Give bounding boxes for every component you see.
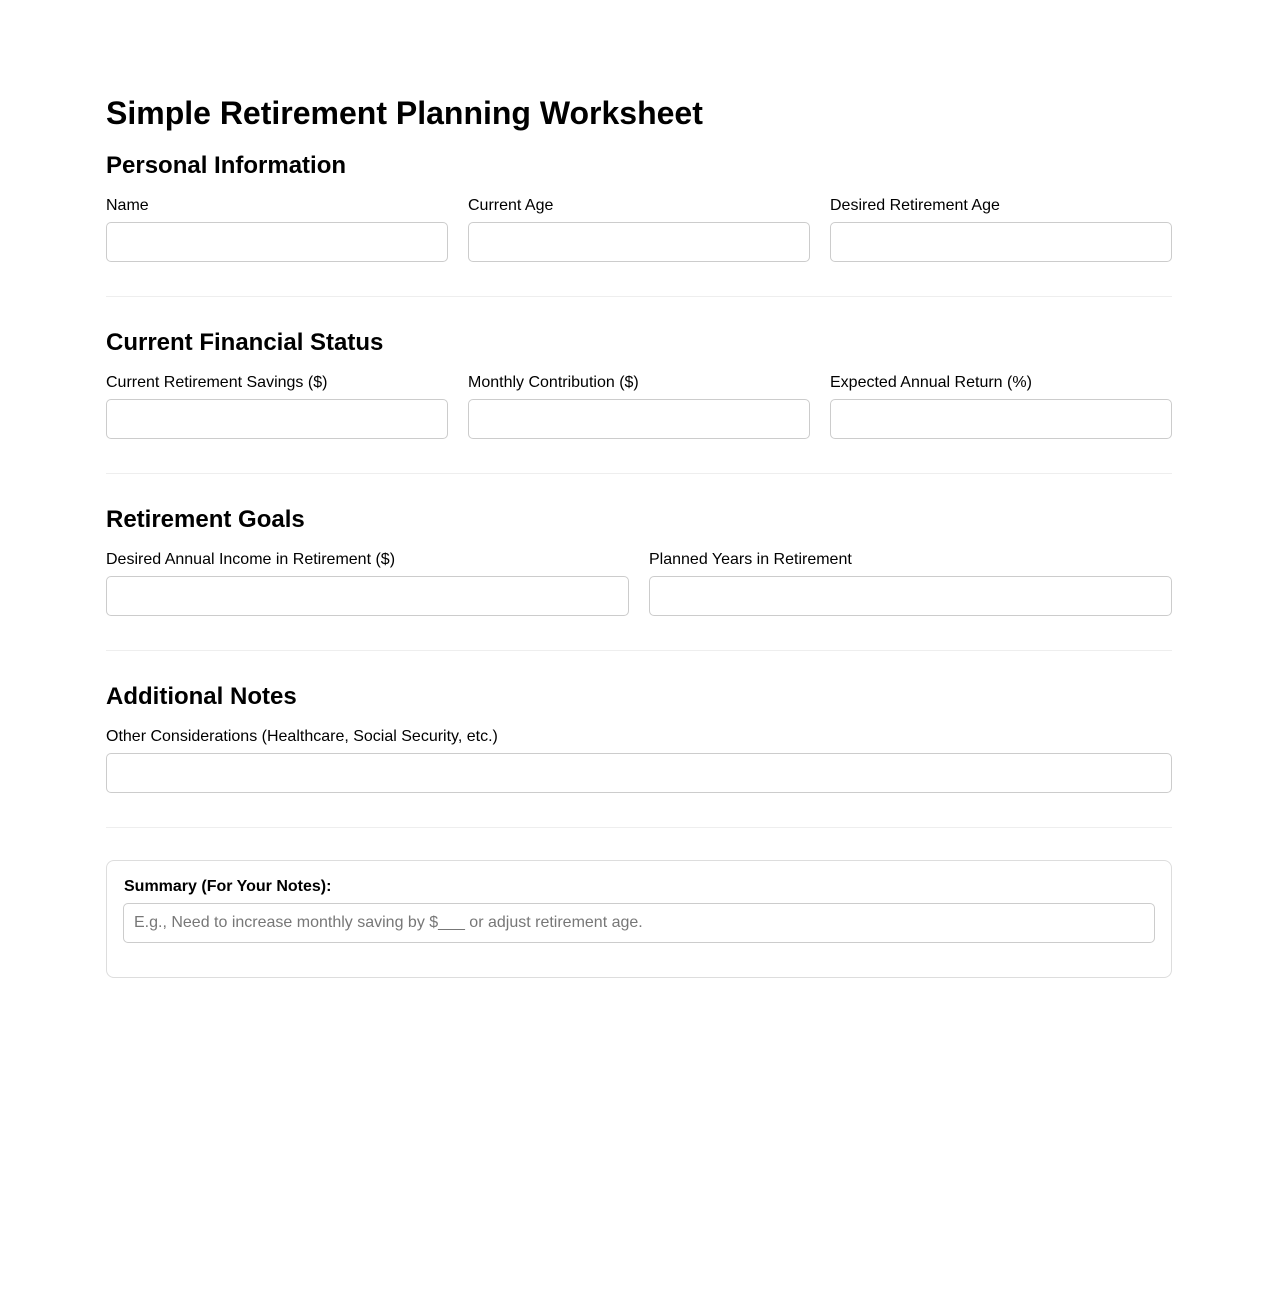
section-additional-notes — [106, 683, 1172, 793]
section-heading: Current Financial Status — [106, 329, 384, 356]
divider — [106, 827, 1172, 828]
page-title: Simple Retirement Planning Worksheet — [106, 95, 703, 131]
section-current-financial-status — [106, 329, 1172, 439]
summary-box — [106, 860, 1172, 978]
field-planned-years-in-retirement — [649, 551, 1172, 616]
divider — [106, 650, 1172, 651]
field-expected-annual-return — [830, 374, 1172, 439]
desired-annual-income-input[interactable] — [106, 576, 629, 616]
summary-label: Summary (For Your Notes): — [124, 878, 332, 895]
desired-retirement-age-input[interactable] — [830, 222, 1172, 262]
field-other-considerations — [106, 728, 1172, 793]
current-retirement-savings-input[interactable] — [106, 399, 448, 439]
expected-annual-return-input[interactable] — [830, 399, 1172, 439]
field-monthly-contribution — [468, 374, 810, 439]
section-retirement-goals — [106, 506, 1172, 616]
field-desired-retirement-age — [830, 197, 1172, 262]
monthly-contribution-input[interactable] — [468, 399, 810, 439]
field-desired-annual-income — [106, 551, 629, 616]
expected-annual-return-label: Expected Annual Return (%) — [830, 374, 1032, 391]
current-age-input[interactable] — [468, 222, 810, 262]
planned-years-label: Planned Years in Retirement — [649, 551, 852, 568]
field-current-retirement-savings — [106, 374, 448, 439]
desired-annual-income-label: Desired Annual Income in Retirement ($) — [106, 551, 396, 568]
current-retirement-savings-label: Current Retirement Savings ($) — [106, 374, 328, 391]
section-heading: Retirement Goals — [106, 506, 305, 533]
name-input[interactable] — [106, 222, 448, 262]
section-heading: Additional Notes — [106, 683, 297, 710]
current-age-label: Current Age — [468, 197, 554, 214]
other-considerations-label: Other Considerations (Healthcare, Social Security, etc.) — [106, 728, 498, 745]
section-heading: Personal Information — [106, 152, 347, 179]
divider — [106, 296, 1172, 297]
field-current-age — [468, 197, 810, 262]
name-label: Name — [106, 197, 149, 214]
planned-years-input[interactable] — [649, 576, 1172, 616]
section-personal-information — [106, 152, 1172, 262]
desired-retirement-age-label: Desired Retirement Age — [830, 197, 1000, 214]
monthly-contribution-label: Monthly Contribution ($) — [468, 374, 639, 391]
summary-input[interactable] — [123, 903, 1155, 943]
field-name — [106, 197, 448, 262]
divider — [106, 473, 1172, 474]
other-considerations-input[interactable] — [106, 753, 1172, 793]
